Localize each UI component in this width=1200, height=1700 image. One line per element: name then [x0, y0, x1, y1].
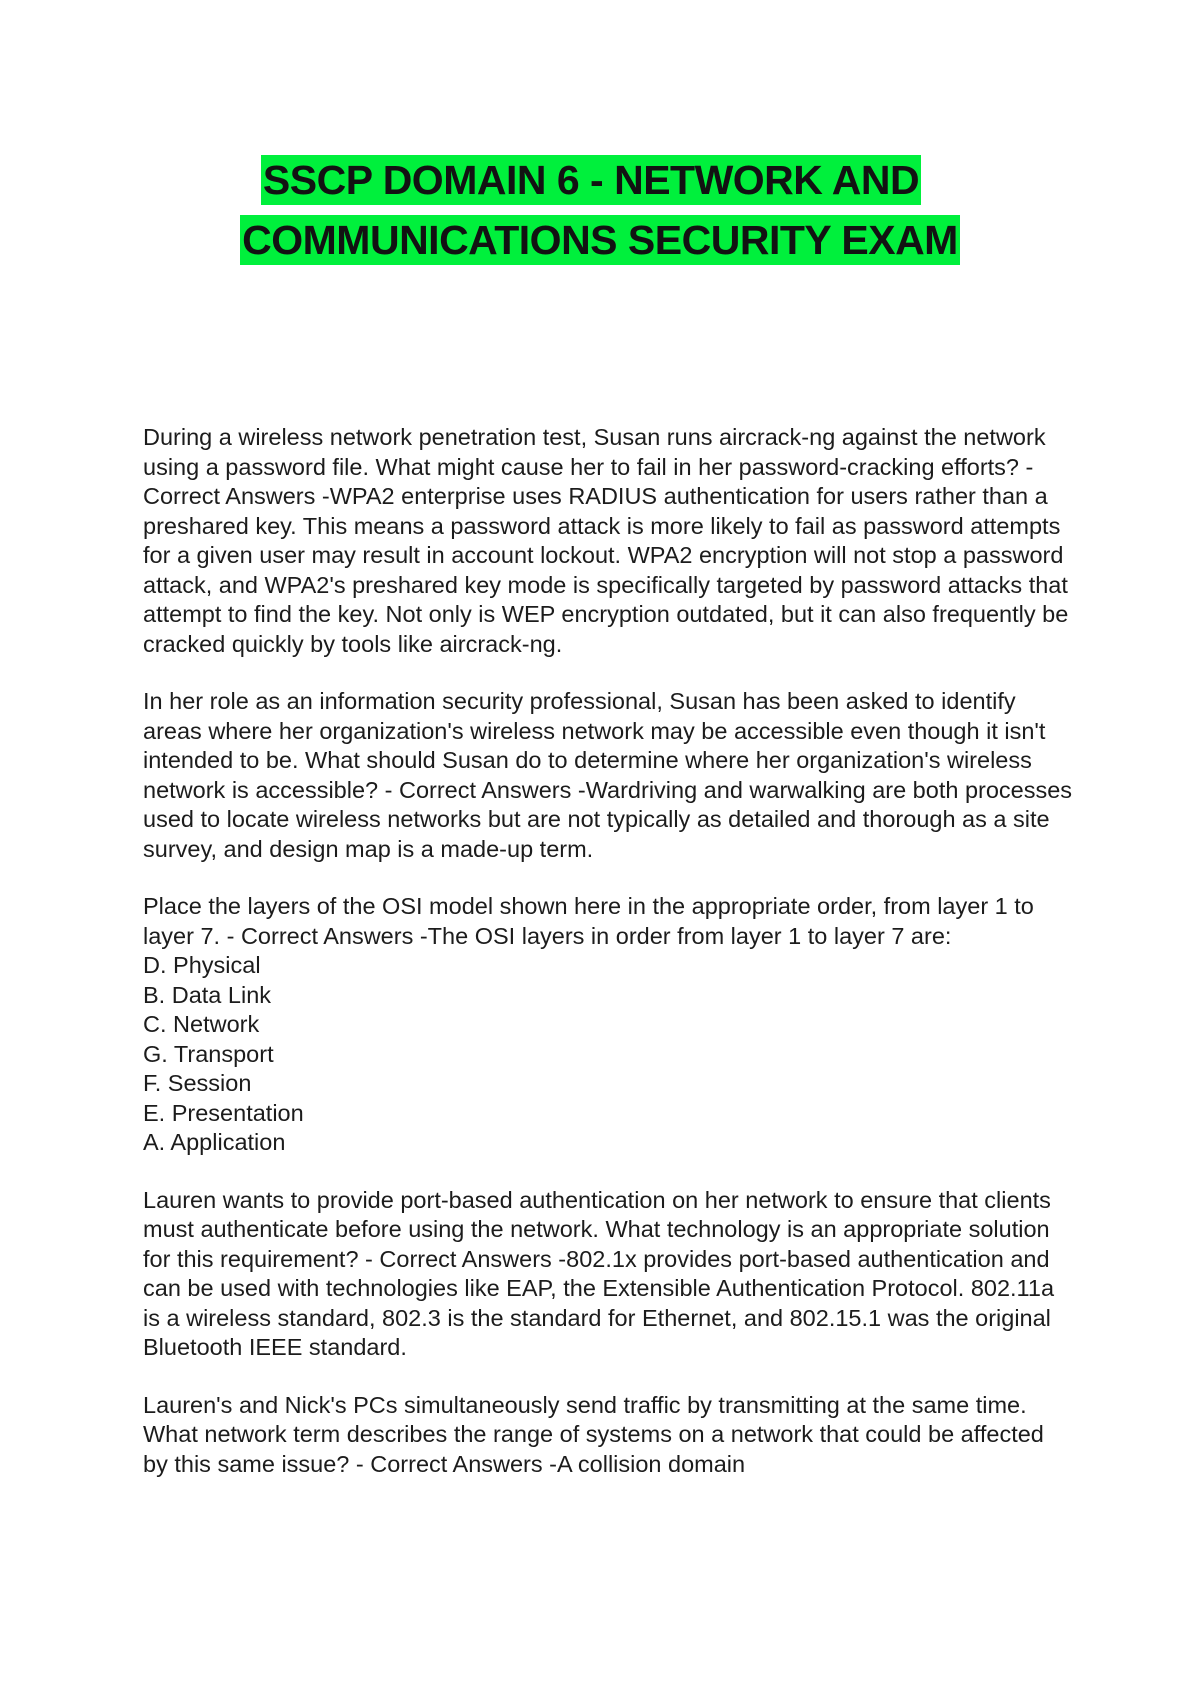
- question-block-2: [143, 687, 1073, 864]
- question-text: Lauren's and Nick's PCs simultaneously send traffic by transmitting at the same time. What network term describes the range of systems on a network that could be affected by this same issue? - Correct Answers -A collision domain: [143, 1391, 1044, 1477]
- osi-layer-item: B. Data Link: [143, 981, 272, 1008]
- question-block-5: [143, 1391, 1073, 1480]
- osi-layer-item: G. Transport: [143, 1040, 274, 1067]
- question-block-1: [143, 423, 1073, 659]
- question-block-4: [143, 1186, 1073, 1363]
- osi-layer-item: A. Application: [143, 1129, 286, 1155]
- question-text: During a wireless network penetration test, Susan runs aircrack-ng against the network using a password file. What might cause her to fail in her password-cracking efforts? - Correct Answers -WPA2 enterprise uses RADIUS authentication for users rather than a preshared key. This means a password attack is more likely to fail as password attempts for a given user may result in account lockout. WPA2 encryption will not stop a password attack, and WPA2's preshared key mode is specifically targeted by password attacks that attempt to find the key. Not only is WEP encryption outdated, but it can also frequently be cracked quickly by tools like aircrack-ng.: [143, 424, 1069, 657]
- osi-layer-item: D. Physical: [143, 952, 261, 978]
- question-text: In her role as an information security professional, Susan has been asked to identify areas where her organization's wireless network may be accessible even though it isn't intended to be. What should Susan do to determine where her organization's wireless network is accessible? - Correct Answers -Wardriving and warwalking are both processes used to locate wireless networks but are not typically as detailed and thorough as a site survey, and design map is a made-up term.: [143, 688, 1073, 862]
- question-text: Place the layers of the OSI model shown here in the appropriate order, from layer 1 to layer 7. - Correct Answers -The OSI layers in order from layer 1 to layer 7 are:: [143, 893, 1034, 949]
- osi-layer-item: F. Session: [143, 1070, 252, 1096]
- osi-layer-item: C. Network: [143, 1011, 260, 1037]
- question-block-3: [143, 892, 1073, 1158]
- osi-layer-item: E. Presentation: [143, 1099, 304, 1126]
- document-body: [143, 423, 1073, 1507]
- document-title: [0, 155, 1200, 275]
- osi-layer-list: [143, 951, 1073, 1158]
- title-line-2: COMMUNICATIONS SECURITY EXAM: [242, 217, 958, 263]
- question-text: Lauren wants to provide port-based authentication on her network to ensure that clients must authenticate before using the network. What technology is an appropriate solution for this requirement? - Correct Answers -802.1x provides port-based authentication and can be used with technologies like EAP, the Extensible Authentication Protocol. 802.11a is a wireless standard, 802.3 is the standard for Ethernet, and 802.15.1 was the original Bluetooth IEEE standard.: [143, 1186, 1055, 1360]
- title-line-1: SSCP DOMAIN 6 - NETWORK AND: [262, 157, 920, 203]
